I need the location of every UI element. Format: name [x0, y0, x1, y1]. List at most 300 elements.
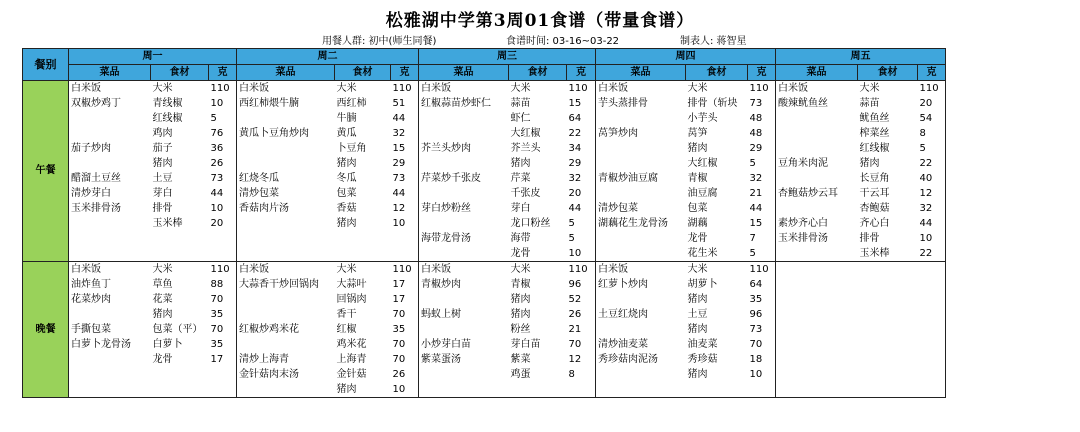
gram-amount: 5 [918, 141, 946, 156]
gram-column-header: 克 [209, 65, 237, 81]
dish-name [419, 126, 509, 141]
gram-amount: 70 [391, 307, 419, 322]
table-row [23, 141, 946, 156]
gram-amount: 44 [209, 186, 237, 201]
table-row [23, 307, 946, 322]
ingredient-name: 牛腩 [336, 112, 357, 124]
gram-amount [209, 367, 237, 382]
day-header: 周五 [776, 49, 946, 65]
ingredient-name: 大米 [335, 262, 391, 278]
dish-name: 白米饭 [69, 81, 151, 97]
table-row [23, 262, 946, 278]
dish-name [776, 337, 858, 352]
dish-name: 白米饭 [69, 262, 151, 278]
dish-name [237, 231, 335, 246]
dish-column-header: 菜品 [596, 65, 686, 81]
gram-amount [209, 382, 237, 398]
gram-amount: 5 [567, 231, 596, 246]
gram-amount: 44 [918, 216, 946, 231]
ingredient-name: 大蒜叶 [336, 278, 367, 290]
gram-column-header: 克 [391, 65, 419, 81]
gram-amount: 10 [391, 382, 419, 398]
dish-name [419, 186, 509, 201]
ingredient-name: 蒜苗 [859, 97, 880, 109]
gram-amount: 22 [567, 126, 596, 141]
gram-amount: 44 [567, 201, 596, 216]
dish-name: 紫菜蛋汤 [421, 353, 461, 365]
day-header: 周三 [419, 49, 596, 65]
gram-amount: 26 [391, 367, 419, 382]
ingredient-column-header: 食材 [509, 65, 567, 81]
table-row [23, 382, 946, 398]
ingredient-name: 大米 [686, 262, 748, 278]
dish-name [237, 307, 335, 322]
dish-name: 白米饭 [776, 81, 858, 97]
ingredient-name: 胡萝卜 [687, 278, 718, 290]
dish-name: 莴笋炒肉 [598, 127, 638, 139]
ingredient-name: 杏鲍菇 [859, 202, 890, 214]
gram-amount: 110 [391, 81, 419, 97]
dish-name [776, 171, 858, 186]
gram-amount: 29 [567, 156, 596, 171]
ingredient-name: 龙骨 [509, 246, 567, 262]
ingredient-name: 湖藕 [687, 217, 708, 229]
dish-name: 芋头蒸排骨 [598, 97, 648, 109]
dish-name: 红萝卜炒肉 [598, 278, 648, 290]
dish-name: 湖藕花生龙骨汤 [598, 217, 668, 229]
ingredient-name [151, 246, 209, 262]
dish-name [69, 216, 151, 231]
table-row [23, 352, 946, 367]
dish-name [776, 352, 858, 367]
ingredient-name: 大红椒 [687, 157, 718, 169]
ingredient-name: 草鱼 [152, 278, 173, 290]
gram-amount: 48 [748, 126, 776, 141]
gram-amount [918, 292, 946, 307]
dish-name: 清炒芽白 [71, 187, 111, 199]
ingredient-name: 粉丝 [510, 323, 531, 335]
day-header: 周四 [596, 49, 776, 65]
dish-name [776, 141, 858, 156]
dish-name [419, 156, 509, 171]
dish-name [69, 231, 151, 246]
gram-amount: 20 [209, 216, 237, 231]
dish-name [776, 382, 858, 398]
dish-name [69, 307, 151, 322]
ingredient-name: 红线椒 [152, 112, 183, 124]
dish-name [419, 216, 509, 231]
dish-name: 青椒炒油豆腐 [598, 172, 658, 184]
dish-column-header: 菜品 [237, 65, 335, 81]
ingredient-name [858, 262, 918, 278]
gram-amount: 110 [391, 262, 419, 278]
ingredient-name: 鸡米花 [336, 338, 367, 350]
ingredient-name: 排骨（斩块 [687, 97, 738, 109]
ingredient-name: 虾仁 [510, 112, 531, 124]
ingredient-name: 香菇 [336, 202, 357, 214]
dish-name: 清炒包菜 [598, 202, 638, 214]
date-info: 食谱时间: 03-16~03-22 [506, 36, 620, 47]
dish-name [596, 292, 686, 307]
dish-name [596, 246, 686, 262]
gram-amount [918, 352, 946, 367]
dish-name [776, 367, 858, 382]
dish-name: 芽白炒粉丝 [421, 202, 471, 214]
ingredient-name [509, 382, 567, 398]
gram-amount: 36 [209, 141, 237, 156]
ingredient-name: 鸡蛋 [510, 368, 531, 380]
ingredient-name: 猪肉 [859, 157, 880, 169]
gram-amount [209, 246, 237, 262]
dish-name: 双椒炒鸡丁 [71, 97, 121, 109]
table-row [23, 186, 946, 201]
gram-amount: 76 [209, 126, 237, 141]
ingredient-name: 卜豆角 [336, 142, 367, 154]
ingredient-name: 花生米 [686, 246, 748, 262]
gram-amount: 18 [748, 352, 776, 367]
table-row [23, 111, 946, 126]
ingredient-name: 芥兰头 [510, 142, 541, 154]
dish-name [776, 292, 858, 307]
dish-name: 花菜炒肉 [71, 293, 111, 305]
gram-amount: 17 [391, 277, 419, 292]
gram-amount: 15 [567, 96, 596, 111]
gram-amount: 10 [918, 231, 946, 246]
ingredient-name: 蒜苗 [510, 97, 531, 109]
gram-amount: 51 [391, 96, 419, 111]
dish-name [69, 111, 151, 126]
gram-column-header: 克 [918, 65, 946, 81]
ingredient-name: 大红椒 [510, 127, 541, 139]
gram-amount: 88 [209, 277, 237, 292]
ingredient-name: 冬瓜 [336, 172, 357, 184]
ingredient-name: 鸡肉 [152, 127, 173, 139]
gram-column-header: 克 [567, 65, 596, 81]
dish-name [596, 111, 686, 126]
ingredient-name: 芽白 [510, 202, 531, 214]
ingredient-name: 包菜 [687, 202, 708, 214]
ingredient-name: 玉米棒 [152, 217, 183, 229]
dish-name: 杏鲍菇炒云耳 [778, 187, 838, 199]
ingredient-name: 千张皮 [510, 187, 541, 199]
ingredient-name: 包菜 [336, 187, 357, 199]
ingredient-name: 芽白 [152, 187, 173, 199]
table-row [23, 201, 946, 216]
ingredient-name: 猪肉 [152, 308, 173, 320]
dish-name [776, 277, 858, 292]
gram-amount: 70 [209, 322, 237, 337]
dish-name [237, 141, 335, 156]
ingredient-name: 齐心白 [859, 217, 890, 229]
dish-name: 玉米排骨汤 [778, 232, 828, 244]
ingredient-column-header: 食材 [151, 65, 209, 81]
gram-amount: 17 [209, 352, 237, 367]
gram-amount [918, 322, 946, 337]
ingredient-name: 猪肉 [152, 157, 173, 169]
ingredient-name: 小芋头 [687, 112, 718, 124]
table-row [23, 277, 946, 292]
gram-amount: 26 [567, 307, 596, 322]
gram-amount: 32 [748, 171, 776, 186]
dish-name: 白米饭 [237, 262, 335, 278]
gram-amount [918, 337, 946, 352]
dish-name [776, 246, 858, 262]
ingredient-name: 龙骨 [687, 232, 708, 244]
dish-name: 芹菜炒千张皮 [421, 172, 481, 184]
dish-name: 大蒜香干炒回锅肉 [239, 278, 319, 290]
ingredient-name: 红线椒 [859, 142, 890, 154]
ingredient-name: 猪肉 [510, 293, 531, 305]
dish-name: 芥兰头炒肉 [421, 142, 471, 154]
ingredient-name: 海带 [510, 232, 531, 244]
ingredient-column-header: 食材 [686, 65, 748, 81]
dish-column-header: 菜品 [419, 65, 509, 81]
ingredient-name: 排骨 [152, 202, 173, 214]
ingredient-name [858, 307, 918, 322]
ingredient-name: 猪肉 [687, 293, 708, 305]
gram-amount: 54 [918, 111, 946, 126]
gram-amount: 73 [748, 322, 776, 337]
ingredient-name: 茄子 [152, 142, 173, 154]
gram-amount: 70 [391, 337, 419, 352]
table-row [23, 246, 946, 262]
dish-name: 清炒上海青 [239, 353, 289, 365]
dish-name [419, 111, 509, 126]
gram-amount: 26 [209, 156, 237, 171]
gram-amount [209, 231, 237, 246]
meal-label: 午餐 [23, 81, 69, 262]
dish-name: 金针菇肉末汤 [239, 368, 299, 380]
dish-name [776, 307, 858, 322]
gram-amount [918, 367, 946, 382]
ingredient-name: 油豆腐 [687, 187, 718, 199]
ingredient-name: 榨菜丝 [859, 127, 890, 139]
dish-name: 手撕包菜 [71, 323, 111, 335]
dish-name [596, 367, 686, 382]
dish-name: 玉米排骨汤 [71, 202, 121, 214]
gram-amount: 73 [748, 96, 776, 111]
dish-name [237, 382, 335, 398]
dish-name: 小炒芽白苗 [421, 338, 471, 350]
dish-name [419, 246, 509, 262]
dish-name [596, 322, 686, 337]
ingredient-name: 青椒 [687, 172, 708, 184]
ingredient-name: 回锅肉 [336, 293, 367, 305]
gram-amount: 20 [567, 186, 596, 201]
table-row [23, 96, 946, 111]
ingredient-name [686, 382, 748, 398]
maker-info: 制表人: 蒋智星 [680, 36, 747, 47]
gram-amount [918, 262, 946, 278]
gram-amount: 64 [567, 111, 596, 126]
ingredient-name: 猪肉 [336, 217, 357, 229]
dish-name: 茄子炒肉 [71, 142, 111, 154]
ingredient-name: 香干 [336, 308, 357, 320]
gram-amount: 10 [567, 246, 596, 262]
gram-amount: 12 [567, 352, 596, 367]
gram-amount: 70 [209, 292, 237, 307]
ingredient-name: 上海青 [336, 353, 367, 365]
gram-amount: 7 [748, 231, 776, 246]
ingredient-name: 西红柿 [336, 97, 367, 109]
ingredient-name: 红椒 [336, 323, 357, 335]
dish-name [419, 322, 509, 337]
ingredient-name: 芹菜 [510, 172, 531, 184]
ingredient-name: 秀珍菇 [687, 353, 718, 365]
dish-column-header: 菜品 [69, 65, 151, 81]
ingredient-name: 花菜 [152, 293, 173, 305]
gram-amount [567, 382, 596, 398]
gram-amount: 10 [209, 201, 237, 216]
dish-name [419, 292, 509, 307]
ingredient-name: 芽白苗 [510, 338, 541, 350]
gram-amount: 44 [748, 201, 776, 216]
ingredient-column-header: 食材 [335, 65, 391, 81]
gram-amount: 35 [209, 337, 237, 352]
gram-amount: 12 [918, 186, 946, 201]
ingredient-name: 青线椒 [152, 97, 183, 109]
dish-name: 酸辣鱿鱼丝 [778, 97, 828, 109]
ingredient-name [858, 352, 918, 367]
dish-name [419, 367, 509, 382]
table-row [23, 81, 946, 97]
dish-name: 香菇肉片汤 [239, 202, 289, 214]
gram-amount: 110 [748, 262, 776, 278]
dish-name: 豆角米肉泥 [778, 157, 828, 169]
ingredient-name: 大米 [686, 81, 748, 97]
dish-name [69, 126, 151, 141]
menu-title: 松雅湖中学第3周01食谱（带量食谱） [385, 11, 695, 31]
ingredient-name: 龙口粉丝 [510, 217, 551, 229]
dish-name [776, 322, 858, 337]
dish-name: 白米饭 [237, 81, 335, 97]
table-row [23, 322, 946, 337]
gram-amount: 70 [567, 337, 596, 352]
dish-name: 红椒蒜苗炒虾仁 [421, 97, 491, 109]
gram-amount: 64 [748, 277, 776, 292]
ingredient-name: 包菜（平） [152, 323, 203, 335]
gram-amount: 70 [391, 352, 419, 367]
ingredient-name: 猪肉 [687, 323, 708, 335]
dish-column-header: 菜品 [776, 65, 858, 81]
meal-type-header: 餐别 [23, 49, 69, 81]
ingredient-name [858, 292, 918, 307]
ingredient-name: 长豆角 [859, 172, 890, 184]
dish-name: 黄瓜卜豆角炒肉 [239, 127, 309, 139]
dish-name: 红椒炒鸡米花 [239, 323, 299, 335]
dish-name [237, 246, 335, 262]
gram-amount [391, 231, 419, 246]
gram-amount: 96 [567, 277, 596, 292]
dish-name: 土豆红烧肉 [598, 308, 648, 320]
gram-amount: 10 [391, 216, 419, 231]
gram-amount: 22 [918, 246, 946, 262]
ingredient-name [858, 382, 918, 398]
dish-name [776, 111, 858, 126]
table-row [23, 126, 946, 141]
gram-amount: 10 [748, 367, 776, 382]
ingredient-name: 龙骨 [152, 353, 173, 365]
gram-amount: 96 [748, 307, 776, 322]
dish-name [237, 292, 335, 307]
dish-name [237, 337, 335, 352]
dish-name [237, 216, 335, 231]
ingredient-name: 猪肉 [336, 157, 357, 169]
ingredient-name: 鱿鱼丝 [859, 112, 890, 124]
ingredient-name: 白萝卜 [152, 338, 183, 350]
meal-label: 晚餐 [23, 262, 69, 398]
gram-amount [918, 277, 946, 292]
gram-amount: 73 [209, 171, 237, 186]
dish-name [596, 156, 686, 171]
dish-name [776, 201, 858, 216]
gram-amount [918, 307, 946, 322]
ingredient-name: 大米 [509, 81, 567, 97]
gram-amount: 32 [391, 126, 419, 141]
gram-amount: 70 [748, 337, 776, 352]
ingredient-name: 猪肉 [510, 157, 531, 169]
dish-name: 白米饭 [596, 262, 686, 278]
gram-amount: 29 [391, 156, 419, 171]
dish-name [69, 367, 151, 382]
table-row [23, 216, 946, 231]
dish-name: 白米饭 [596, 81, 686, 97]
dish-name: 红烧冬瓜 [239, 172, 279, 184]
audience-info: 用餐人群: 初中(师生同餐) [322, 36, 437, 47]
dish-name: 秀珍菇肉泥汤 [598, 353, 658, 365]
dish-name [776, 262, 858, 278]
gram-amount [748, 382, 776, 398]
dish-name [69, 352, 151, 367]
gram-amount: 8 [567, 367, 596, 382]
ingredient-name: 排骨 [859, 232, 880, 244]
ingredient-name [858, 277, 918, 292]
gram-amount: 73 [391, 171, 419, 186]
dish-name: 清炒包菜 [239, 187, 279, 199]
ingredient-name: 土豆 [687, 308, 708, 320]
gram-amount: 110 [918, 81, 946, 97]
gram-amount: 48 [748, 111, 776, 126]
ingredient-name: 大米 [858, 81, 918, 97]
gram-amount: 35 [391, 322, 419, 337]
gram-amount: 110 [209, 81, 237, 97]
gram-amount: 8 [918, 126, 946, 141]
dish-name [596, 186, 686, 201]
gram-amount: 5 [748, 156, 776, 171]
gram-amount: 110 [209, 262, 237, 278]
day-header: 周二 [237, 49, 419, 65]
table-row [23, 367, 946, 382]
ingredient-name [335, 231, 391, 246]
gram-amount: 29 [748, 141, 776, 156]
dish-name [596, 231, 686, 246]
dish-name [237, 111, 335, 126]
table-row [23, 337, 946, 352]
gram-amount: 21 [567, 322, 596, 337]
dish-name: 白米饭 [419, 262, 509, 278]
ingredient-name: 猪肉 [335, 382, 391, 398]
dish-name: 海带龙骨汤 [421, 232, 471, 244]
table-row [23, 231, 946, 246]
dish-name [69, 246, 151, 262]
ingredient-name [858, 322, 918, 337]
ingredient-name: 大米 [151, 81, 209, 97]
ingredient-name: 黄瓜 [336, 127, 357, 139]
dish-name: 油炸鱼丁 [71, 278, 111, 290]
gram-amount: 12 [391, 201, 419, 216]
ingredient-name: 大米 [509, 262, 567, 278]
gram-amount: 40 [918, 171, 946, 186]
